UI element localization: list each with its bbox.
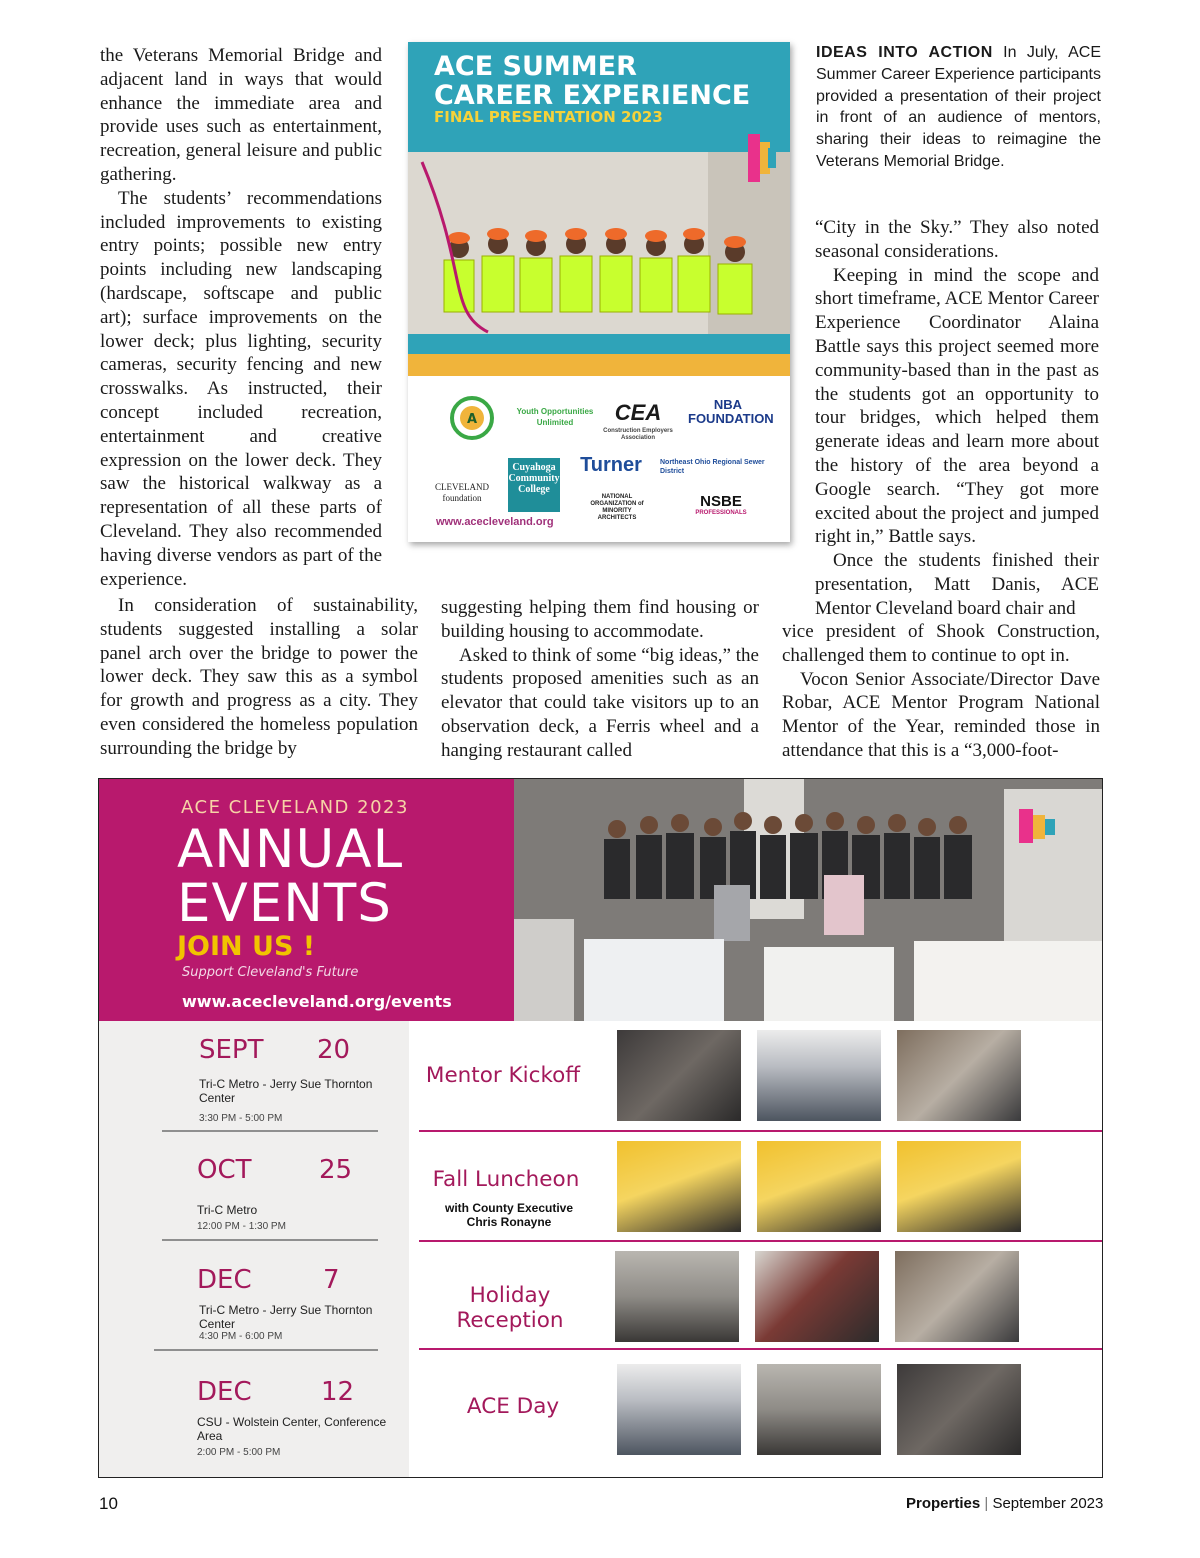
svg-text:A: A [466, 412, 478, 427]
date-divider [154, 1349, 378, 1351]
article-paragraph: The students’ recommendations included improvements to existing entry points; possible new entry points including new landscaping (hardscape, softscape and public art); surface improvements on the lower deck; plus lighting, security cameras, security fencing and new crosswalks. As instructed, their concept included recreation, entertainment and creative expression on the lower deck. They saw the historical walkway as a representation of all these parts of Cleveland. They also recommended having diverse vendors as part of the experience. [100, 187, 382, 590]
event-month: OCT [197, 1155, 252, 1185]
event-day: 7 [323, 1265, 340, 1295]
caption-lead: IDEAS INTO ACTION [816, 44, 993, 61]
poster-url: www.acecleveland.org [436, 516, 554, 528]
youth-opportunities-logo: Youth Opportunities Unlimited [516, 407, 594, 427]
cea-logo-subtitle: Construction Employers Association [603, 428, 673, 441]
article-paragraph: Once the students finished their presentation, Matt Danis, ACE Mentor Cleveland board chair and [815, 550, 1099, 619]
poster-title-line-1: ACE SUMMER [434, 51, 637, 82]
event-day: 12 [321, 1377, 355, 1407]
noma-logo: NATIONAL ORGANIZATION of MINORITY ARCHITECTS [590, 494, 644, 521]
date-divider [162, 1130, 378, 1132]
event-photo [757, 1030, 881, 1121]
footer-separator: | [984, 1495, 989, 1512]
cea-logo: CEA [614, 400, 662, 425]
poster-subtitle: FINAL PRESENTATION 2023 [434, 108, 663, 126]
tri-c-logo: Cuyahoga Community College [508, 458, 560, 512]
event-month: DEC [197, 1265, 252, 1295]
event-photo [617, 1364, 741, 1455]
event-separator [419, 1348, 1102, 1350]
event-name: Holiday Reception [456, 1283, 564, 1333]
cea-circle-logo-icon [448, 394, 496, 442]
article-paragraph: Vocon Senior Associate/Director Dave Robar, ACE Mentor Program National Mentor of the Year, reminded those in attendance that this is a “3,000-foot- [782, 668, 1100, 761]
event-photo [757, 1141, 881, 1232]
poster-teal-band [408, 334, 790, 354]
publication-name: Properties [906, 1495, 981, 1512]
event-photo [615, 1251, 739, 1342]
article-paragraph: “City in the Sky.” They also noted seasonal considerations. [815, 217, 1099, 262]
events-kicker: ACE CLEVELAND 2023 [181, 797, 409, 818]
event-subtitle: with County Executive Chris Ronayne [444, 1201, 574, 1229]
event-date-row [99, 1021, 409, 1137]
article-column-2 [441, 596, 759, 763]
article-paragraph: Keeping in mind the scope and short timeframe, ACE Mentor Career Experience Coordinator Alaina Battle says this project seemed more community-based than in the past as the students got an opportunity to tour bridges, which helped them generate ideas and learn more about the history of the area beyond a Google search. “They got more excited about the project and jumped right in,” Battle says. [815, 264, 1099, 548]
events-join: JOIN US ! [177, 931, 316, 962]
event-day: 20 [317, 1035, 351, 1065]
events-support: Support Cleveland's Future [182, 965, 359, 980]
event-separator [419, 1130, 1102, 1132]
article-paragraph: suggesting helping them find housing or building housing to accommodate. [441, 597, 759, 642]
event-name: Fall Luncheon [432, 1167, 580, 1192]
event-date-row [99, 1363, 409, 1478]
article-paragraph: the Veterans Memorial Bridge and adjacent land in ways that would enhance the immediate area and provide uses such as entertainment, recreation, general leisure and public gathering. [100, 45, 382, 185]
event-day: 25 [319, 1155, 353, 1185]
event-photo [895, 1251, 1019, 1342]
events-url: www.acecleveland.org/events [182, 992, 452, 1011]
events-title [177, 819, 404, 934]
article-column-1-lower [100, 594, 418, 761]
poster-group-photo [408, 152, 790, 334]
event-month: SEPT [199, 1035, 264, 1065]
event-location: Tri-C Metro [197, 1203, 258, 1217]
poster-title [434, 52, 750, 110]
article-column-3 [815, 216, 1099, 621]
sewer-district-logo: Northeast Ohio Regional Sewer District [660, 459, 765, 475]
page-number: 10 [99, 1494, 118, 1513]
article-paragraph: vice president of Shook Construction, challenged them to continue to opt in. [782, 621, 1100, 666]
event-photo [897, 1364, 1021, 1455]
event-photo [755, 1251, 879, 1342]
events-header [99, 779, 514, 1021]
annual-events-panel [98, 778, 1103, 1478]
article-column-3-lower [782, 620, 1100, 763]
poster-gold-band [408, 354, 790, 376]
article-paragraph: In consideration of sustainability, students suggested installing a solar panel arch over the bridge to power the lower deck. They saw this as a symbol for growth and progress as a city. They even considered the homeless population surrounding the bridge by [100, 595, 418, 759]
ace-logo-icon [748, 134, 776, 182]
event-name: ACE Day [466, 1394, 560, 1419]
nba-foundation-logo: NBA FOUNDATION [688, 397, 774, 426]
poster-title-line-2: CAREER EXPERIENCE [434, 80, 751, 111]
caption-text: In July, ACE Summer Career Experience participants provided a presentation of their project in front of an audience of mentors, sharing their ideas to reimagine the Veterans Memorial Bridge. [816, 44, 1102, 170]
nsbe-logo: NSBE [700, 493, 742, 510]
publication-footer [906, 1495, 1102, 1512]
event-time: 12:00 PM - 1:30 PM [197, 1221, 286, 1232]
events-group-photo [514, 779, 1102, 1021]
event-photo [757, 1364, 881, 1455]
event-name: Mentor Kickoff [425, 1063, 581, 1088]
event-location: Tri-C Metro - Jerry Sue Thornton Center [199, 1077, 373, 1105]
event-time: 3:30 PM - 5:00 PM [199, 1113, 283, 1124]
summer-career-poster [408, 42, 790, 542]
event-location: Tri-C Metro - Jerry Sue Thornton Center [199, 1303, 373, 1331]
students-photo-illustration [408, 152, 790, 334]
event-time: 2:00 PM - 5:00 PM [197, 1447, 281, 1458]
events-dates-panel [99, 1021, 409, 1477]
events-title-line-2: EVENTS [177, 873, 392, 934]
event-photo [617, 1141, 741, 1232]
article-paragraph: Asked to think of some “big ideas,” the students proposed amenities such as an elevator that could take visitors up to an observation deck, a Ferris wheel and a hanging restaurant called [441, 644, 759, 761]
events-title-line-1: ANNUAL [177, 819, 404, 880]
publication-issue: September 2023 [992, 1495, 1104, 1512]
event-photo [897, 1030, 1021, 1121]
photo-caption [816, 42, 1101, 173]
turner-logo: Turner [580, 454, 642, 476]
article-column-1 [100, 44, 382, 591]
cleveland-foundation-logo: CLEVELAND foundation [435, 482, 489, 503]
event-separator [419, 1240, 1102, 1242]
event-time: 4:30 PM - 6:00 PM [199, 1331, 283, 1342]
nsbe-logo-subtitle: PROFESSIONALS [695, 510, 747, 516]
event-photo [617, 1030, 741, 1121]
event-location: CSU - Wolstein Center, Conference Area [197, 1415, 387, 1443]
event-photo [897, 1141, 1021, 1232]
event-month: DEC [197, 1377, 252, 1407]
date-divider [162, 1239, 378, 1241]
events-photo-illustration [514, 779, 1102, 1021]
